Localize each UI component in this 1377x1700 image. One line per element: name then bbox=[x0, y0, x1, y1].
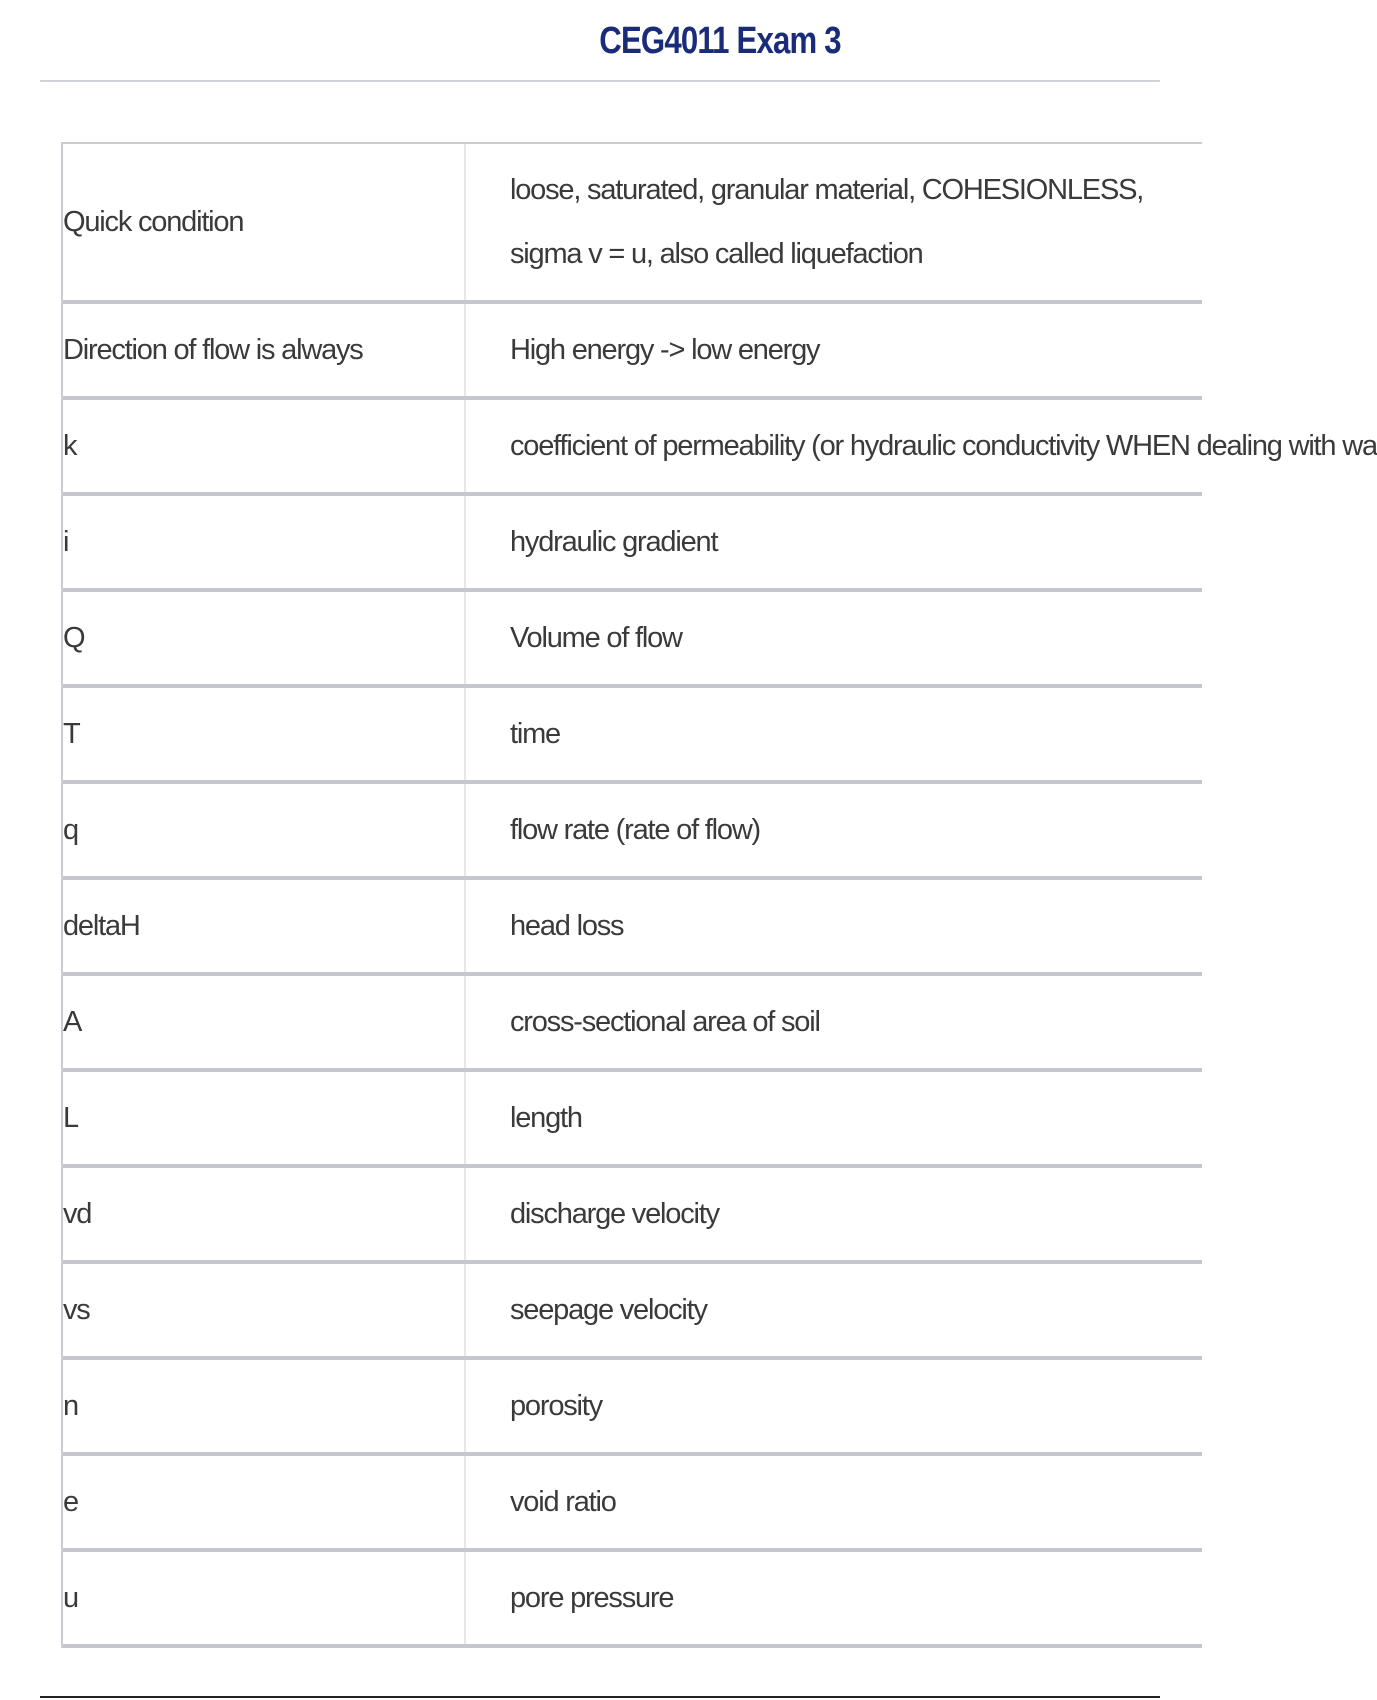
definition-cell: High energy -> low energy bbox=[510, 334, 820, 366]
table-row bbox=[63, 976, 1202, 1072]
definition-cell: head loss bbox=[510, 910, 624, 942]
term-cell: k bbox=[63, 400, 466, 492]
term-cell: n bbox=[63, 1360, 466, 1452]
definition-cell: discharge velocity bbox=[510, 1198, 719, 1230]
definition-cell: pore pressure bbox=[510, 1582, 674, 1614]
definition-cell: porosity bbox=[510, 1390, 602, 1422]
table-row bbox=[63, 304, 1202, 400]
table-row bbox=[63, 144, 1202, 304]
table-row bbox=[63, 1552, 1202, 1648]
definition-cell: hydraulic gradient bbox=[510, 526, 718, 558]
page-title: CEG4011 Exam 3 bbox=[599, 20, 841, 62]
definition-cell: loose, saturated, granular material, COHESIONLESS, sigma v = u, also called liquefaction bbox=[510, 174, 1144, 270]
definition-cell: cross-sectional area of soil bbox=[510, 1006, 820, 1038]
definition-cell: flow rate (rate of flow) bbox=[510, 814, 761, 846]
table-row bbox=[63, 688, 1202, 784]
term-cell: i bbox=[63, 496, 466, 588]
table-row bbox=[63, 1360, 1202, 1456]
footer-divider bbox=[40, 1696, 1160, 1698]
table-row bbox=[63, 784, 1202, 880]
definition-cell: time bbox=[510, 718, 560, 750]
table-row bbox=[63, 1072, 1202, 1168]
table-row bbox=[63, 496, 1202, 592]
definition-cell: coefficient of permeability (or hydraulic conductivity WHEN dealing with wa bbox=[510, 430, 1377, 462]
title-divider bbox=[40, 80, 1160, 82]
term-cell: deltaH bbox=[63, 880, 466, 972]
term-cell: Q bbox=[63, 592, 466, 684]
flashcard-table bbox=[61, 142, 1377, 1648]
term-cell: Direction of flow is always bbox=[63, 304, 466, 396]
term-cell: e bbox=[63, 1456, 466, 1548]
table-row bbox=[63, 1168, 1202, 1264]
table-row bbox=[63, 880, 1202, 976]
term-cell: Quick condition bbox=[63, 144, 466, 300]
term-cell: L bbox=[63, 1072, 466, 1164]
table-row bbox=[63, 1264, 1202, 1360]
definition-cell: void ratio bbox=[510, 1486, 616, 1518]
table-row bbox=[63, 592, 1202, 688]
term-cell: u bbox=[63, 1552, 466, 1644]
definition-cell: seepage velocity bbox=[510, 1294, 707, 1326]
table-row bbox=[63, 400, 1377, 496]
term-cell: q bbox=[63, 784, 466, 876]
term-cell: A bbox=[63, 976, 466, 1068]
term-cell: vs bbox=[63, 1264, 466, 1356]
table-row bbox=[63, 1456, 1202, 1552]
definition-cell: Volume of flow bbox=[510, 622, 682, 654]
term-cell: vd bbox=[63, 1168, 466, 1260]
definition-cell: length bbox=[510, 1102, 582, 1134]
term-cell: T bbox=[63, 688, 466, 780]
